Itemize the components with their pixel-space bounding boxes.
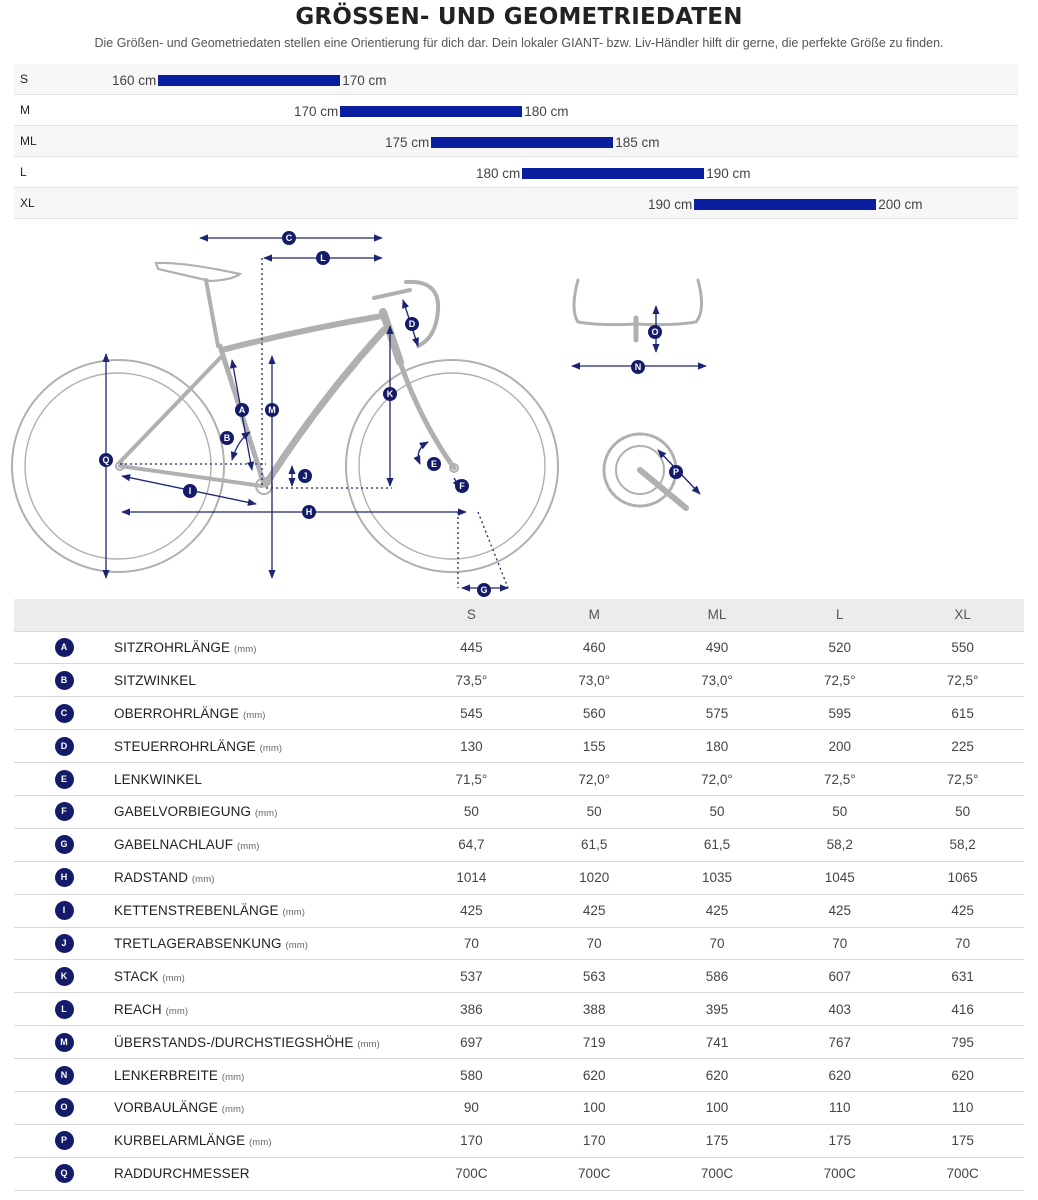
svg-text:B: B [223,433,231,443]
table-row [14,631,1024,664]
label-n [631,360,645,374]
label-f [455,479,469,493]
svg-text:I: I [188,486,192,496]
row-letter-cell [14,927,114,960]
svg-text:L: L [320,253,326,263]
row-value-cell: 586 [656,960,779,993]
row-value-cell: 425 [533,894,656,927]
table-row [14,664,1024,697]
row-value-cell: 100 [656,1091,779,1124]
row-unit: (mm) [221,1071,245,1083]
row-value-cell: 50 [410,795,533,828]
row-letter-badge: Q [55,1164,74,1183]
row-value-cell: 225 [901,730,1024,763]
row-letter-badge: E [55,770,74,789]
row-name: TRETLAGERABSENKUNG [114,935,282,951]
row-letter-badge: L [55,1000,74,1019]
header-size-ml: ML [656,599,779,631]
row-value-cell: 70 [778,927,901,960]
row-name: GABELVORBIEGUNG [114,804,252,820]
row-value-cell: 545 [410,697,533,730]
size-range [294,102,569,120]
header-name [114,599,410,631]
row-unit: (mm) [165,1005,189,1017]
row-value-cell: 72,5° [901,763,1024,796]
row-value-cell: 72,0° [656,763,779,796]
row-value-cell: 537 [410,960,533,993]
fork [400,362,454,468]
row-letter-cell [14,1026,114,1059]
row-unit: (mm) [242,709,266,721]
range-bar [522,168,704,179]
row-letter-cell [14,763,114,796]
label-l [316,251,330,265]
size-label: M [20,103,30,117]
row-value-cell: 170 [410,1124,533,1157]
row-value-cell: 425 [410,894,533,927]
row-name-cell [114,861,410,894]
row-value-cell: 72,5° [778,763,901,796]
row-value-cell: 50 [533,795,656,828]
chain-stays [120,466,262,486]
row-name-cell [114,993,410,1026]
svg-text:J: J [302,471,308,481]
header-size-s: S [410,599,533,631]
row-value-cell: 175 [901,1124,1024,1157]
row-value-cell: 130 [410,730,533,763]
row-value-cell: 403 [778,993,901,1026]
size-range [648,195,923,213]
row-value-cell: 1065 [901,861,1024,894]
row-value-cell: 1045 [778,861,901,894]
size-label: ML [20,134,37,148]
row-value-cell: 386 [410,993,533,1026]
table-row [14,993,1024,1026]
row-name: RADDURCHMESSER [114,1166,250,1182]
row-letter-cell [14,861,114,894]
row-name-cell [114,664,410,697]
row-letter-badge: N [55,1066,74,1085]
label-e [427,457,441,471]
row-value-cell: 50 [656,795,779,828]
svg-text:G: G [480,585,488,595]
range-min: 170 cm [294,103,339,119]
row-name: STACK [114,968,159,984]
size-range [112,71,387,89]
row-value-cell: 700C [656,1157,779,1190]
row-letter-cell [14,894,114,927]
row-value-cell: 520 [778,631,901,664]
row-name-cell [114,1026,410,1059]
row-value-cell: 70 [656,927,779,960]
row-value-cell: 61,5 [533,828,656,861]
row-value-cell: 620 [533,1059,656,1092]
label-i [183,484,197,498]
row-value-cell: 50 [778,795,901,828]
label-b [220,431,234,445]
size-label: S [20,72,29,86]
row-value-cell: 100 [533,1091,656,1124]
row-value-cell: 460 [533,631,656,664]
row-value-cell: 72,5° [778,664,901,697]
row-value-cell: 620 [656,1059,779,1092]
range-max: 170 cm [342,72,387,88]
row-value-cell: 70 [901,927,1024,960]
row-letter-badge: F [55,802,74,821]
table-row [14,894,1024,927]
row-letter-badge: C [55,704,74,723]
row-letter-badge: O [55,1098,74,1117]
row-name: SITZROHRLÄNGE [114,639,231,655]
row-unit: (mm) [282,907,306,919]
page-subtitle: Die Größen- und Geometriedaten stellen eine Orientierung für dich dar. Dein lokaler GIANT- bzw. Liv-Händler hilft dir gerne, die perfekte Größe zu finden. [94,36,944,50]
table-row [14,697,1024,730]
row-value-cell: 490 [656,631,779,664]
svg-text:M: M [268,405,276,415]
table-row [14,1091,1024,1124]
row-value-cell: 615 [901,697,1024,730]
row-name: SITZWINKEL [114,672,197,688]
svg-text:K: K [386,389,394,399]
row-letter-badge: J [55,934,74,953]
row-value-cell: 620 [901,1059,1024,1092]
row-value-cell: 550 [901,631,1024,664]
row-value-cell: 71,5° [410,763,533,796]
row-value-cell: 175 [778,1124,901,1157]
label-d [405,317,419,331]
row-name-cell [114,894,410,927]
row-name: LENKERBREITE [114,1067,218,1083]
table-row [14,828,1024,861]
svg-text:C: C [285,233,293,243]
header-size-xl: XL [901,599,1024,631]
row-value-cell: 58,2 [778,828,901,861]
page-title: GRÖSSEN- UND GEOMETRIEDATEN [295,4,743,30]
top-tube [222,316,382,350]
row-name: GABELNACHLAUF [114,837,234,853]
row-name: OBERROHRLÄNGE [114,705,240,721]
range-bar [340,106,522,117]
row-value-cell: 719 [533,1026,656,1059]
row-name-cell [114,697,410,730]
row-name: KETTENSTREBENLÄNGE [114,903,279,919]
table-row [14,795,1024,828]
table-row [14,763,1024,796]
svg-text:H: H [305,507,313,517]
row-letter-cell [14,993,114,1026]
row-value-cell: 73,5° [410,664,533,697]
row-value-cell: 741 [656,1026,779,1059]
svg-text:F: F [459,481,465,491]
geometry-table [14,599,1024,1191]
svg-text:D: D [408,319,416,329]
row-value-cell: 425 [656,894,779,927]
row-value-cell: 73,0° [656,664,779,697]
label-q [99,453,113,467]
row-name-cell [114,1091,410,1124]
row-value-cell: 700C [533,1157,656,1190]
row-letter-badge: I [55,901,74,920]
size-row-l [14,157,1018,188]
header-letter [14,599,114,631]
table-row [14,730,1024,763]
row-value-cell: 425 [901,894,1024,927]
row-value-cell: 155 [533,730,656,763]
size-row-s [14,64,1018,95]
row-letter-cell [14,828,114,861]
row-unit: (mm) [254,808,278,820]
range-max: 180 cm [524,103,569,119]
row-unit: (mm) [285,939,309,951]
row-unit: (mm) [191,874,215,886]
row-value-cell: 631 [901,960,1024,993]
row-name-cell [114,1059,410,1092]
row-value-cell: 445 [410,631,533,664]
label-c [282,231,296,245]
size-chart [14,64,1018,219]
table-row [14,1026,1024,1059]
row-name: RADSTAND [114,870,189,886]
table-row [14,960,1024,993]
stem [374,290,410,298]
header-size-l: L [778,599,901,631]
size-label: L [20,165,27,179]
row-letter-cell [14,1091,114,1124]
row-value-cell: 697 [410,1026,533,1059]
row-unit: (mm) [249,1137,272,1149]
row-name: STEUERROHRLÄNGE [114,738,256,754]
range-max: 200 cm [878,196,923,212]
row-value-cell: 70 [533,927,656,960]
row-value-cell: 72,5° [901,664,1024,697]
size-range [385,133,660,151]
label-k [383,387,397,401]
size-row-xl [14,188,1018,219]
row-value-cell: 200 [778,730,901,763]
row-letter-badge: A [55,638,74,657]
down-tube [266,330,384,484]
table-body [14,631,1024,1190]
row-value-cell: 560 [533,697,656,730]
row-name-cell [114,1157,410,1190]
range-min: 180 cm [476,165,521,181]
row-letter-cell [14,960,114,993]
label-h [302,505,316,519]
diagram-labels [99,231,683,597]
row-value-cell: 170 [533,1124,656,1157]
row-value-cell: 72,0° [533,763,656,796]
row-letter-cell [14,1124,114,1157]
row-name: VORBAULÄNGE [114,1100,218,1116]
row-value-cell: 700C [901,1157,1024,1190]
bike-line-art [12,263,702,572]
svg-text:E: E [430,459,438,469]
row-name: LENKWINKEL [114,771,203,787]
row-value-cell: 700C [778,1157,901,1190]
row-letter-cell [14,730,114,763]
row-value-cell: 1014 [410,861,533,894]
row-value-cell: 416 [901,993,1024,1026]
row-name-cell [114,927,410,960]
row-value-cell: 575 [656,697,779,730]
row-value-cell: 425 [778,894,901,927]
size-label: XL [20,196,35,210]
row-value-cell: 110 [778,1091,901,1124]
row-value-cell: 1035 [656,861,779,894]
size-range [476,164,751,182]
row-value-cell: 620 [778,1059,901,1092]
row-value-cell: 73,0° [533,664,656,697]
range-bar [158,75,340,86]
svg-text:A: A [238,405,246,415]
row-value-cell: 110 [901,1091,1024,1124]
row-unit: (mm) [236,841,260,853]
size-row-m [14,95,1018,126]
row-value-cell: 64,7 [410,828,533,861]
range-min: 175 cm [385,134,430,150]
row-name-cell [114,763,410,796]
label-a [235,403,249,417]
row-letter-badge: G [55,835,74,854]
range-bar [694,199,876,210]
row-value-cell: 563 [533,960,656,993]
row-name: REACH [114,1001,162,1017]
row-letter-cell [14,664,114,697]
row-value-cell: 595 [778,697,901,730]
range-bar [431,137,613,148]
row-value-cell: 180 [656,730,779,763]
head-tube [383,312,400,362]
row-name-cell [114,1124,410,1157]
row-letter-cell [14,1059,114,1092]
svg-text:O: O [651,327,659,337]
row-unit: (mm) [162,972,185,984]
range-min: 190 cm [648,196,693,212]
label-g [477,583,491,597]
row-value-cell: 70 [410,927,533,960]
table-row [14,1124,1024,1157]
bike-geometry-diagram [0,222,1038,602]
svg-text:Q: Q [102,455,110,465]
row-value-cell: 50 [901,795,1024,828]
table-row [14,1059,1024,1092]
row-name-cell [114,730,410,763]
row-letter-badge: P [55,1131,74,1150]
row-letter-badge: H [55,868,74,887]
table-row [14,1157,1024,1190]
row-value-cell: 795 [901,1026,1024,1059]
row-value-cell: 175 [656,1124,779,1157]
row-letter-badge: M [55,1033,74,1052]
svg-text:P: P [672,467,680,477]
svg-text:N: N [634,362,642,372]
table-row [14,927,1024,960]
row-value-cell: 395 [656,993,779,1026]
row-name-cell [114,795,410,828]
row-letter-badge: D [55,737,74,756]
table-row [14,861,1024,894]
table-header-row [14,599,1024,631]
row-value-cell: 700C [410,1157,533,1190]
row-letter-cell [14,795,114,828]
row-name-cell [114,828,410,861]
label-m [265,403,279,417]
label-o [648,325,662,339]
row-value-cell: 1020 [533,861,656,894]
header-size-m: M [533,599,656,631]
row-name-cell [114,960,410,993]
row-letter-cell [14,1157,114,1190]
row-value-cell: 607 [778,960,901,993]
row-unit: (mm) [357,1038,380,1050]
label-p [669,465,683,479]
row-unit: (mm) [233,643,257,655]
row-value-cell: 58,2 [901,828,1024,861]
row-value-cell: 61,5 [656,828,779,861]
row-name: KURBELARMLÄNGE [114,1133,246,1149]
row-letter-cell [14,697,114,730]
row-name: ÜBERSTANDS-/DURCHSTIEGSHÖHE [114,1034,354,1050]
row-unit: (mm) [259,742,283,754]
seatpost [206,280,218,346]
row-value-cell: 580 [410,1059,533,1092]
label-j [298,469,312,483]
size-row-ml [14,126,1018,157]
row-letter-cell [14,631,114,664]
row-name-cell [114,631,410,664]
range-min: 160 cm [112,72,157,88]
row-value-cell: 90 [410,1091,533,1124]
row-letter-badge: K [55,967,74,986]
range-max: 190 cm [706,165,751,181]
row-unit: (mm) [221,1104,245,1116]
saddle [156,263,240,281]
row-value-cell: 388 [533,993,656,1026]
row-letter-badge: B [55,671,74,690]
range-max: 185 cm [615,134,660,150]
row-value-cell: 767 [778,1026,901,1059]
